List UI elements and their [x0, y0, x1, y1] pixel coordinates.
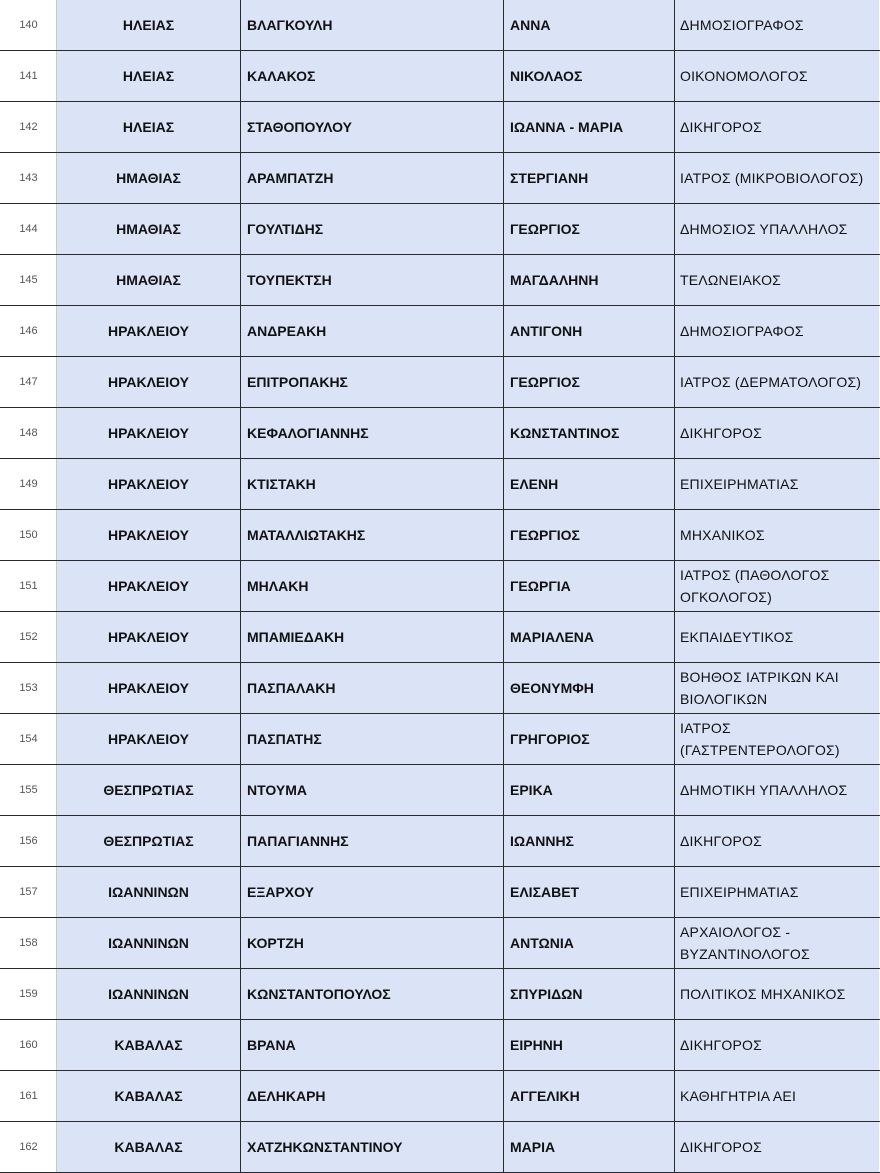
- first-name-cell[interactable]: ΙΩΑΝΝΑ - ΜΑΡΙΑ: [504, 102, 675, 153]
- surname-cell[interactable]: ΚΑΛΑΚΟΣ: [241, 51, 504, 102]
- first-name-cell[interactable]: ΕΛΙΣΑΒΕΤ: [504, 867, 675, 918]
- row-number[interactable]: 140: [1, 0, 57, 51]
- profession-cell[interactable]: ΜΗΧΑΝΙΚΟΣ: [675, 510, 880, 561]
- table-body: [1, 0, 880, 1173]
- profession-cell[interactable]: ΕΠΙΧΕΙΡΗΜΑΤΙΑΣ: [675, 459, 880, 510]
- surname-cell[interactable]: ΚΟΡΤΖΗ: [241, 918, 504, 969]
- table-row: [1, 1020, 880, 1071]
- surname-cell[interactable]: ΚΕΦΑΛΟΓΙΑΝΝΗΣ: [241, 408, 504, 459]
- region-cell[interactable]: ΗΡΑΚΛΕΙΟΥ: [57, 459, 241, 510]
- row-number[interactable]: 153: [1, 663, 57, 714]
- first-name-cell[interactable]: ΓΕΩΡΓΙΟΣ: [504, 357, 675, 408]
- table-row: [1, 612, 880, 663]
- region-cell[interactable]: ΘΕΣΠΡΩΤΙΑΣ: [57, 816, 241, 867]
- first-name-cell[interactable]: ΓΕΩΡΓΙΑ: [504, 561, 675, 612]
- surname-cell[interactable]: ΕΠΙΤΡΟΠΑΚΗΣ: [241, 357, 504, 408]
- surname-cell[interactable]: ΚΤΙΣΤΑΚΗ: [241, 459, 504, 510]
- table-row: [1, 204, 880, 255]
- row-number[interactable]: 160: [1, 1020, 57, 1071]
- surname-cell[interactable]: ΤΟΥΠΕΚΤΣΗ: [241, 255, 504, 306]
- region-cell[interactable]: ΗΜΑΘΙΑΣ: [57, 153, 241, 204]
- first-name-cell[interactable]: ΕΡΙΚΑ: [504, 765, 675, 816]
- region-cell[interactable]: ΗΛΕΙΑΣ: [57, 102, 241, 153]
- region-cell[interactable]: ΗΜΑΘΙΑΣ: [57, 255, 241, 306]
- row-number[interactable]: 146: [1, 306, 57, 357]
- row-number[interactable]: 150: [1, 510, 57, 561]
- surname-cell[interactable]: ΧΑΤΖΗΚΩΝΣΤΑΝΤΙΝΟΥ: [241, 1122, 504, 1173]
- region-cell[interactable]: ΗΛΕΙΑΣ: [57, 51, 241, 102]
- profession-cell[interactable]: ΔΗΜΟΣΙΟΓΡΑΦΟΣ: [675, 306, 880, 357]
- profession-cell[interactable]: ΔΗΜΟΣΙΟΓΡΑΦΟΣ: [675, 0, 880, 51]
- row-number[interactable]: 154: [1, 714, 57, 765]
- table-row: [1, 714, 880, 765]
- first-name-cell[interactable]: ΓΕΩΡΓΙΟΣ: [504, 204, 675, 255]
- surname-cell[interactable]: ΒΡΑΝΑ: [241, 1020, 504, 1071]
- profession-cell[interactable]: ΔΗΜΟΣΙΟΣ ΥΠΑΛΛΗΛΟΣ: [675, 204, 880, 255]
- row-number[interactable]: 142: [1, 102, 57, 153]
- surname-cell[interactable]: ΠΑΣΠΑΤΗΣ: [241, 714, 504, 765]
- profession-cell[interactable]: ΕΚΠΑΙΔΕΥΤΙΚΟΣ: [675, 612, 880, 663]
- first-name-cell[interactable]: ΘΕΟΝΥΜΦΗ: [504, 663, 675, 714]
- region-cell[interactable]: ΗΡΑΚΛΕΙΟΥ: [57, 408, 241, 459]
- region-cell[interactable]: ΙΩΑΝΝΙΝΩΝ: [57, 969, 241, 1020]
- region-cell[interactable]: ΗΡΑΚΛΕΙΟΥ: [57, 714, 241, 765]
- table-row: [1, 408, 880, 459]
- first-name-cell[interactable]: ΑΝΝΑ: [504, 0, 675, 51]
- region-cell[interactable]: ΚΑΒΑΛΑΣ: [57, 1071, 241, 1122]
- first-name-cell[interactable]: ΣΠΥΡΙΔΩΝ: [504, 969, 675, 1020]
- region-cell[interactable]: ΗΡΑΚΛΕΙΟΥ: [57, 306, 241, 357]
- profession-cell[interactable]: ΙΑΤΡΟΣ (ΓΑΣΤΡΕΝΤΕΡΟΛΟΓΟΣ): [675, 714, 880, 765]
- surname-cell[interactable]: ΜΑΤΑΛΛΙΩΤΑΚΗΣ: [241, 510, 504, 561]
- row-number[interactable]: 162: [1, 1122, 57, 1173]
- profession-cell[interactable]: ΑΡΧΑΙΟΛΟΓΟΣ - ΒΥΖΑΝΤΙΝΟΛΟΓΟΣ: [675, 918, 880, 969]
- table-row: [1, 102, 880, 153]
- first-name-cell[interactable]: ΙΩΑΝΝΗΣ: [504, 816, 675, 867]
- profession-cell[interactable]: ΔΗΜΟΤΙΚΗ ΥΠΑΛΛΗΛΟΣ: [675, 765, 880, 816]
- row-number[interactable]: 147: [1, 357, 57, 408]
- surname-cell[interactable]: ΒΛΑΓΚΟΥΛΗ: [241, 0, 504, 51]
- region-cell[interactable]: ΚΑΒΑΛΑΣ: [57, 1020, 241, 1071]
- profession-cell[interactable]: ΙΑΤΡΟΣ (ΜΙΚΡΟΒΙΟΛΟΓΟΣ): [675, 153, 880, 204]
- region-cell[interactable]: ΘΕΣΠΡΩΤΙΑΣ: [57, 765, 241, 816]
- table-row: [1, 0, 880, 51]
- surname-cell[interactable]: ΜΠΑΜΙΕΔΑΚΗ: [241, 612, 504, 663]
- profession-cell[interactable]: ΔΙΚΗΓΟΡΟΣ: [675, 1122, 880, 1173]
- surname-cell[interactable]: ΠΑΣΠΑΛΑΚΗ: [241, 663, 504, 714]
- row-number[interactable]: 141: [1, 51, 57, 102]
- profession-cell[interactable]: ΔΙΚΗΓΟΡΟΣ: [675, 408, 880, 459]
- surname-cell[interactable]: ΕΞΑΡΧΟΥ: [241, 867, 504, 918]
- profession-cell[interactable]: ΒΟΗΘΟΣ ΙΑΤΡΙΚΩΝ ΚΑΙ ΒΙΟΛΟΓΙΚΩΝ: [675, 663, 880, 714]
- surname-cell[interactable]: ΑΝΔΡΕΑΚΗ: [241, 306, 504, 357]
- row-number[interactable]: 159: [1, 969, 57, 1020]
- table-row: [1, 969, 880, 1020]
- row-number[interactable]: 158: [1, 918, 57, 969]
- row-number[interactable]: 155: [1, 765, 57, 816]
- first-name-cell[interactable]: ΑΝΤΙΓΟΝΗ: [504, 306, 675, 357]
- region-cell[interactable]: ΗΜΑΘΙΑΣ: [57, 204, 241, 255]
- region-cell[interactable]: ΙΩΑΝΝΙΝΩΝ: [57, 867, 241, 918]
- first-name-cell[interactable]: ΓΡΗΓΟΡΙΟΣ: [504, 714, 675, 765]
- first-name-cell[interactable]: ΣΤΕΡΓΙΑΝΗ: [504, 153, 675, 204]
- table-row: [1, 1071, 880, 1122]
- region-cell[interactable]: ΗΡΑΚΛΕΙΟΥ: [57, 561, 241, 612]
- row-number[interactable]: 151: [1, 561, 57, 612]
- table-row: [1, 255, 880, 306]
- first-name-cell[interactable]: ΜΑΓΔΑΛΗΝΗ: [504, 255, 675, 306]
- profession-cell[interactable]: ΔΙΚΗΓΟΡΟΣ: [675, 816, 880, 867]
- row-number[interactable]: 161: [1, 1071, 57, 1122]
- profession-cell[interactable]: ΙΑΤΡΟΣ (ΠΑΘΟΛΟΓΟΣ ΟΓΚΟΛΟΓΟΣ): [675, 561, 880, 612]
- profession-cell[interactable]: ΕΠΙΧΕΙΡΗΜΑΤΙΑΣ: [675, 867, 880, 918]
- region-cell[interactable]: ΗΛΕΙΑΣ: [57, 0, 241, 51]
- table-row: [1, 816, 880, 867]
- first-name-cell[interactable]: ΓΕΩΡΓΙΟΣ: [504, 510, 675, 561]
- row-number[interactable]: 148: [1, 408, 57, 459]
- row-number[interactable]: 149: [1, 459, 57, 510]
- row-number[interactable]: 156: [1, 816, 57, 867]
- first-name-cell[interactable]: ΜΑΡΙΑΛΕΝΑ: [504, 612, 675, 663]
- surname-cell[interactable]: ΚΩΝΣΤΑΝΤΟΠΟΥΛΟΣ: [241, 969, 504, 1020]
- surname-cell[interactable]: ΜΗΛΑΚΗ: [241, 561, 504, 612]
- surname-cell[interactable]: ΔΕΛΗΚΑΡΗ: [241, 1071, 504, 1122]
- profession-cell[interactable]: ΚΑΘΗΓΗΤΡΙΑ ΑΕΙ: [675, 1071, 880, 1122]
- profession-cell[interactable]: ΔΙΚΗΓΟΡΟΣ: [675, 102, 880, 153]
- surname-cell[interactable]: ΠΑΠΑΓΙΑΝΝΗΣ: [241, 816, 504, 867]
- profession-cell[interactable]: ΙΑΤΡΟΣ (ΔΕΡΜΑΤΟΛΟΓΟΣ): [675, 357, 880, 408]
- table-row: [1, 765, 880, 816]
- region-cell[interactable]: ΗΡΑΚΛΕΙΟΥ: [57, 510, 241, 561]
- table-row: [1, 561, 880, 612]
- row-number[interactable]: 145: [1, 255, 57, 306]
- surname-cell[interactable]: ΣΤΑΘΟΠΟΥΛΟΥ: [241, 102, 504, 153]
- surname-cell[interactable]: ΓΟΥΛΤΙΔΗΣ: [241, 204, 504, 255]
- profession-cell[interactable]: ΤΕΛΩΝΕΙΑΚΟΣ: [675, 255, 880, 306]
- surname-cell[interactable]: ΝΤΟΥΜΑ: [241, 765, 504, 816]
- table-row: [1, 867, 880, 918]
- region-cell[interactable]: ΗΡΑΚΛΕΙΟΥ: [57, 357, 241, 408]
- table-row: [1, 153, 880, 204]
- surname-cell[interactable]: ΑΡΑΜΠΑΤΖΗ: [241, 153, 504, 204]
- first-name-cell[interactable]: ΜΑΡΙΑ: [504, 1122, 675, 1173]
- row-number[interactable]: 144: [1, 204, 57, 255]
- first-name-cell[interactable]: ΑΓΓΕΛΙΚΗ: [504, 1071, 675, 1122]
- table-row: [1, 306, 880, 357]
- table-row: [1, 918, 880, 969]
- row-number[interactable]: 143: [1, 153, 57, 204]
- region-cell[interactable]: ΚΑΒΑΛΑΣ: [57, 1122, 241, 1173]
- region-cell[interactable]: ΗΡΑΚΛΕΙΟΥ: [57, 612, 241, 663]
- row-number[interactable]: 152: [1, 612, 57, 663]
- region-cell[interactable]: ΙΩΑΝΝΙΝΩΝ: [57, 918, 241, 969]
- table-row: [1, 1122, 880, 1173]
- table-row: [1, 663, 880, 714]
- row-number[interactable]: 157: [1, 867, 57, 918]
- first-name-cell[interactable]: ΝΙΚΟΛΑΟΣ: [504, 51, 675, 102]
- table-row: [1, 510, 880, 561]
- region-cell[interactable]: ΗΡΑΚΛΕΙΟΥ: [57, 663, 241, 714]
- profession-cell[interactable]: ΟΙΚΟΝΟΜΟΛΟΓΟΣ: [675, 51, 880, 102]
- first-name-cell[interactable]: ΑΝΤΩΝΙΑ: [504, 918, 675, 969]
- table-row: [1, 51, 880, 102]
- table-row: [1, 459, 880, 510]
- first-name-cell[interactable]: ΚΩΝΣΤΑΝΤΙΝΟΣ: [504, 408, 675, 459]
- table-row: [1, 357, 880, 408]
- profession-cell[interactable]: ΠΟΛΙΤΙΚΟΣ ΜΗΧΑΝΙΚΟΣ: [675, 969, 880, 1020]
- first-name-cell[interactable]: ΕΙΡΗΝΗ: [504, 1020, 675, 1071]
- profession-cell[interactable]: ΔΙΚΗΓΟΡΟΣ: [675, 1020, 880, 1071]
- first-name-cell[interactable]: ΕΛΕΝΗ: [504, 459, 675, 510]
